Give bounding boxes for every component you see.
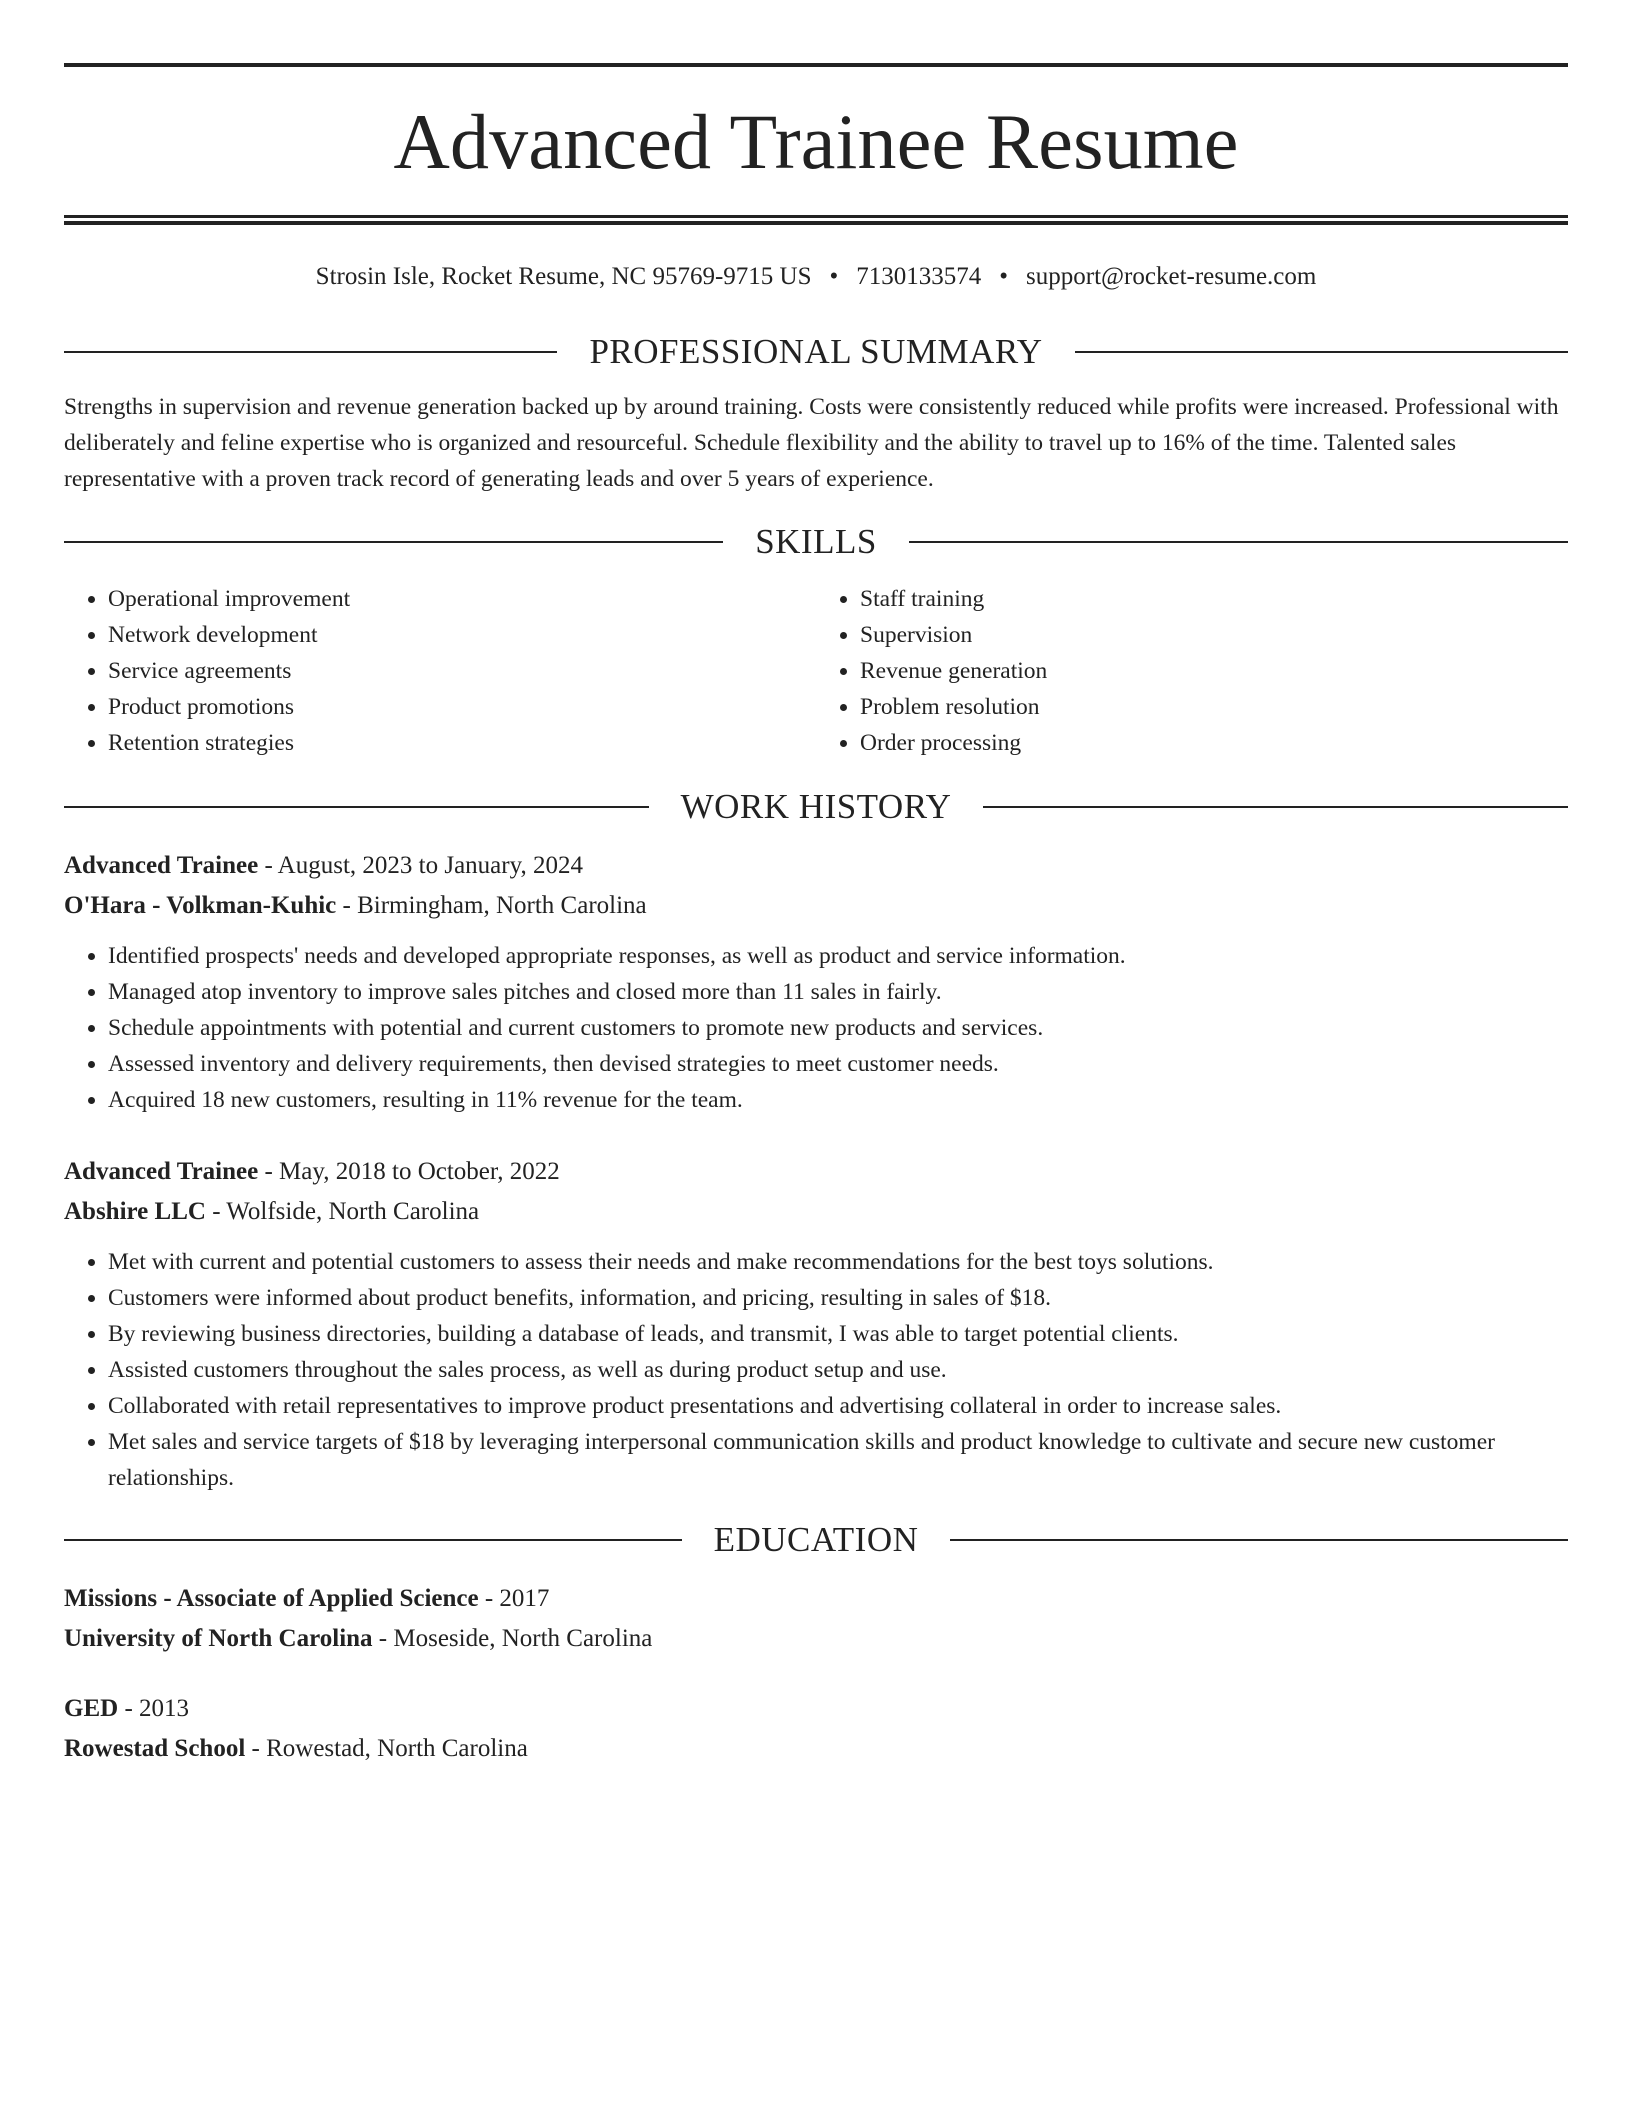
- job-bullet: • By reviewing business directories, building a database of leads, and transmit, I was able to target potential clients.: [108, 1316, 1568, 1352]
- education-location: - Rowestad, North Carolina: [245, 1735, 528, 1762]
- job-title: Advanced Trainee: [64, 852, 259, 879]
- skill-item: • Service agreements: [108, 653, 816, 689]
- skill-item: • Network development: [108, 617, 816, 653]
- education-year: - 2013: [118, 1695, 190, 1722]
- skill-item: • Problem resolution: [860, 689, 1568, 725]
- education-school-line: [64, 1619, 1568, 1659]
- education-school: University of North Carolina: [64, 1625, 373, 1652]
- summary-heading: [64, 334, 1568, 369]
- heading-rule-right: [1075, 351, 1568, 353]
- job-company-line: [64, 1192, 1568, 1232]
- contact-separator: •: [999, 263, 1009, 290]
- heading-rule-right: [909, 541, 1568, 543]
- heading-rule-right: [950, 1539, 1568, 1541]
- job-bullet: • Assessed inventory and delivery requirements, then devised strategies to meet customer needs.: [108, 1046, 1568, 1082]
- job-entry: [64, 846, 1568, 1118]
- job-company: O'Hara - Volkman-Kuhic: [64, 892, 337, 919]
- skills-column-left: [64, 581, 816, 761]
- skill-item: • Retention strategies: [108, 725, 816, 761]
- resume-title: Advanced Trainee Resume: [393, 98, 1239, 185]
- job-bullet: • Assisted customers throughout the sales process, as well as during product setup and use.: [108, 1352, 1568, 1388]
- heading-rule-right: [983, 806, 1568, 808]
- heading-rule-left: [64, 806, 649, 808]
- job-bullet: • Collaborated with retail representatives to improve product presentations and advertising collateral in order to increase sales.: [108, 1388, 1568, 1424]
- heading-rule-left: [64, 541, 723, 543]
- heading-rule-left: [64, 351, 557, 353]
- education-heading: [64, 1522, 1568, 1557]
- contact-email: support@rocket-resume.com: [1026, 263, 1317, 290]
- education-location: - Moseside, North Carolina: [372, 1625, 653, 1652]
- job-location: - Birmingham, North Carolina: [336, 892, 647, 919]
- skill-item: • Staff training: [860, 581, 1568, 617]
- education-heading-label: EDUCATION: [713, 1520, 919, 1559]
- job-bullets: [64, 1244, 1568, 1496]
- top-rule: [64, 63, 1568, 67]
- skill-item: • Order processing: [860, 725, 1568, 761]
- title-double-rule: [64, 215, 1568, 225]
- job-bullet: • Identified prospects' needs and developed appropriate responses, as well as product and service information.: [108, 938, 1568, 974]
- job-title: Advanced Trainee: [64, 1158, 259, 1185]
- skills-heading: [64, 524, 1568, 559]
- job-location: - Wolfside, North Carolina: [205, 1198, 480, 1225]
- job-dates: - May, 2018 to October, 2022: [258, 1158, 560, 1185]
- job-bullets: [64, 938, 1568, 1118]
- education-school: Rowestad School: [64, 1735, 246, 1762]
- skills-list: [64, 581, 1568, 761]
- job-bullet: • Schedule appointments with potential and current customers to promote new products and services.: [108, 1010, 1568, 1046]
- skill-item: • Revenue generation: [860, 653, 1568, 689]
- job-title-line: [64, 1152, 1568, 1192]
- job-entry: [64, 1152, 1568, 1496]
- skills-column-right: [816, 581, 1568, 761]
- summary-text: Strengths in supervision and revenue generation backed up by around training. Costs were consistently reduced while profits were increased. Professional with deliberately and feline expertise who is organized and resourceful. Schedule flexibility and the ability to travel up to 16% of the time. Talented sales representative with a proven track record of generating leads and over 5 years of experience.: [64, 394, 1559, 492]
- summary-heading-label: PROFESSIONAL SUMMARY: [589, 332, 1043, 371]
- job-dates: - August, 2023 to January, 2024: [258, 852, 583, 879]
- job-bullet: • Met sales and service targets of $18 by leveraging interpersonal communication skills and product knowledge to cultivate and secure new customer relationships.: [108, 1424, 1568, 1496]
- contact-separator: •: [829, 263, 839, 290]
- skill-item: • Supervision: [860, 617, 1568, 653]
- job-bullet: • Customers were informed about product benefits, information, and pricing, resulting in sales of $18.: [108, 1280, 1568, 1316]
- work-heading-label: WORK HISTORY: [680, 787, 952, 826]
- education-degree-line: [64, 1579, 1568, 1619]
- job-bullet: • Managed atop inventory to improve sales pitches and closed more than 11 sales in fairly.: [108, 974, 1568, 1010]
- education-degree-line: [64, 1689, 1568, 1729]
- education-entry: [64, 1579, 1568, 1659]
- job-company: Abshire LLC: [64, 1198, 206, 1225]
- work-heading: [64, 789, 1568, 824]
- job-bullet: • Met with current and potential customers to assess their needs and make recommendations for the best toys solutions.: [108, 1244, 1568, 1280]
- job-bullet: • Acquired 18 new customers, resulting in 11% revenue for the team.: [108, 1082, 1568, 1118]
- education-degree: Missions - Associate of Applied Science: [64, 1585, 479, 1612]
- contact-address: Strosin Isle, Rocket Resume, NC 95769-9715 US: [315, 263, 812, 290]
- skills-heading-label: SKILLS: [755, 522, 877, 561]
- heading-rule-left: [64, 1539, 682, 1541]
- contact-phone: 7130133574: [856, 263, 982, 290]
- skill-item: • Operational improvement: [108, 581, 816, 617]
- education-school-line: [64, 1729, 1568, 1769]
- education-degree: GED: [64, 1695, 119, 1722]
- contact-line: [64, 262, 1568, 292]
- job-company-line: [64, 886, 1568, 926]
- education-year: - 2017: [478, 1585, 550, 1612]
- job-title-line: [64, 846, 1568, 886]
- education-entry: [64, 1689, 1568, 1769]
- skill-item: • Product promotions: [108, 689, 816, 725]
